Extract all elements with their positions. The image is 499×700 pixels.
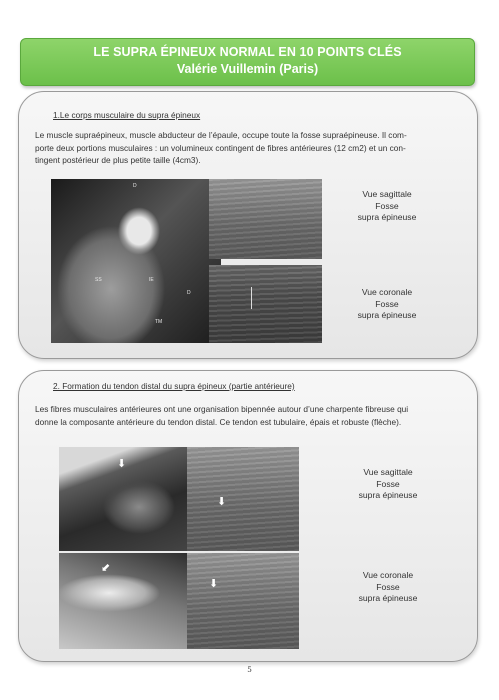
- mri-label-se: SE: [129, 231, 136, 237]
- caption-coronal-2: [328, 570, 448, 605]
- caption-sagittal: [327, 189, 447, 224]
- caption-sagittal-2: [328, 467, 448, 502]
- caption-coronal-2-line-3: supra épineuse: [358, 593, 418, 603]
- ultrasound-coronal-image-2: [187, 553, 299, 649]
- caption-coronal-line-3: supra épineuse: [357, 310, 417, 320]
- tendon-arrow-icon: ⬇: [209, 578, 219, 590]
- author-line: Valérie Vuillemin (Paris): [176, 62, 319, 76]
- mri-label-tm: TM: [155, 319, 163, 325]
- caption-sagittal-2-line-2: Fosse: [376, 478, 400, 489]
- caption-coronal: [327, 287, 447, 322]
- mri-label-d-top: D: [133, 183, 137, 189]
- section-2-panel: [18, 370, 478, 662]
- section-1-line-1: Le muscle supraépineux, muscle abducteur de l’épaule, occupe toute la fosse supraépineuse. Il com-: [35, 130, 407, 140]
- mri-label-d: D: [187, 290, 191, 296]
- ultrasound-sagittal-image: [209, 179, 322, 259]
- mri-coronal-image-2: [59, 553, 187, 649]
- title-banner: [20, 38, 475, 86]
- section-1-panel: [18, 91, 478, 359]
- section-2-paragraph: [35, 403, 463, 428]
- caption-coronal-line-2: Fosse: [375, 298, 399, 309]
- caption-sagittal-line-1: Vue sagittale: [362, 189, 412, 199]
- caption-sagittal-2-line-3: supra épineuse: [358, 490, 418, 500]
- page-number: 5: [247, 664, 252, 674]
- ultrasound-coronal-image: [209, 265, 322, 343]
- section-2-line-2: donne la composante antérieure du tendon distal. Ce tendon est tubulaire, épais et robuste (flèche).: [35, 416, 402, 427]
- page-title: LE SUPRA ÉPINEUX NORMAL EN 10 POINTS CLÉS: [93, 45, 402, 59]
- section-1-heading: 1.Le corps musculaire du supra épineux: [53, 110, 201, 120]
- mri-label-ss: SS: [95, 277, 102, 283]
- ultrasound-sagittal-image-2: [187, 447, 299, 551]
- tendon-arrow-icon: ⬋: [101, 562, 111, 574]
- section-1-paragraph: [35, 129, 463, 167]
- mri-sagittal-image: [59, 447, 187, 551]
- section-2-heading: 2. Formation du tendon distal du supra épineux (partie antérieure): [53, 381, 295, 391]
- caption-coronal-2-line-2: Fosse: [376, 581, 400, 592]
- caption-sagittal-line-3: supra épineuse: [357, 212, 417, 222]
- section-1-line-2: porte deux portions musculaires : un volumineux contingent de fibres antérieures (12 cm2) et un con-: [35, 142, 406, 153]
- ultrasound-marker-line: [251, 287, 252, 309]
- mri-label-ie: IE: [149, 277, 154, 283]
- caption-sagittal-2-line-1: Vue sagittale: [363, 467, 413, 477]
- section-1-line-3: tingent postérieur de plus petite taille (4cm3).: [35, 155, 201, 165]
- mri-coronal-image: [51, 179, 221, 343]
- tendon-arrow-icon: ⬇: [217, 496, 227, 508]
- caption-sagittal-line-2: Fosse: [375, 200, 399, 211]
- caption-coronal-line-1: Vue coronale: [361, 287, 413, 297]
- section-2-line-1: Les fibres musculaires antérieures ont une organisation bipennée autour d’une charpente fibreuse qui: [35, 404, 409, 414]
- tendon-arrow-icon: ⬇: [117, 458, 127, 470]
- caption-coronal-2-line-1: Vue coronale: [362, 570, 414, 580]
